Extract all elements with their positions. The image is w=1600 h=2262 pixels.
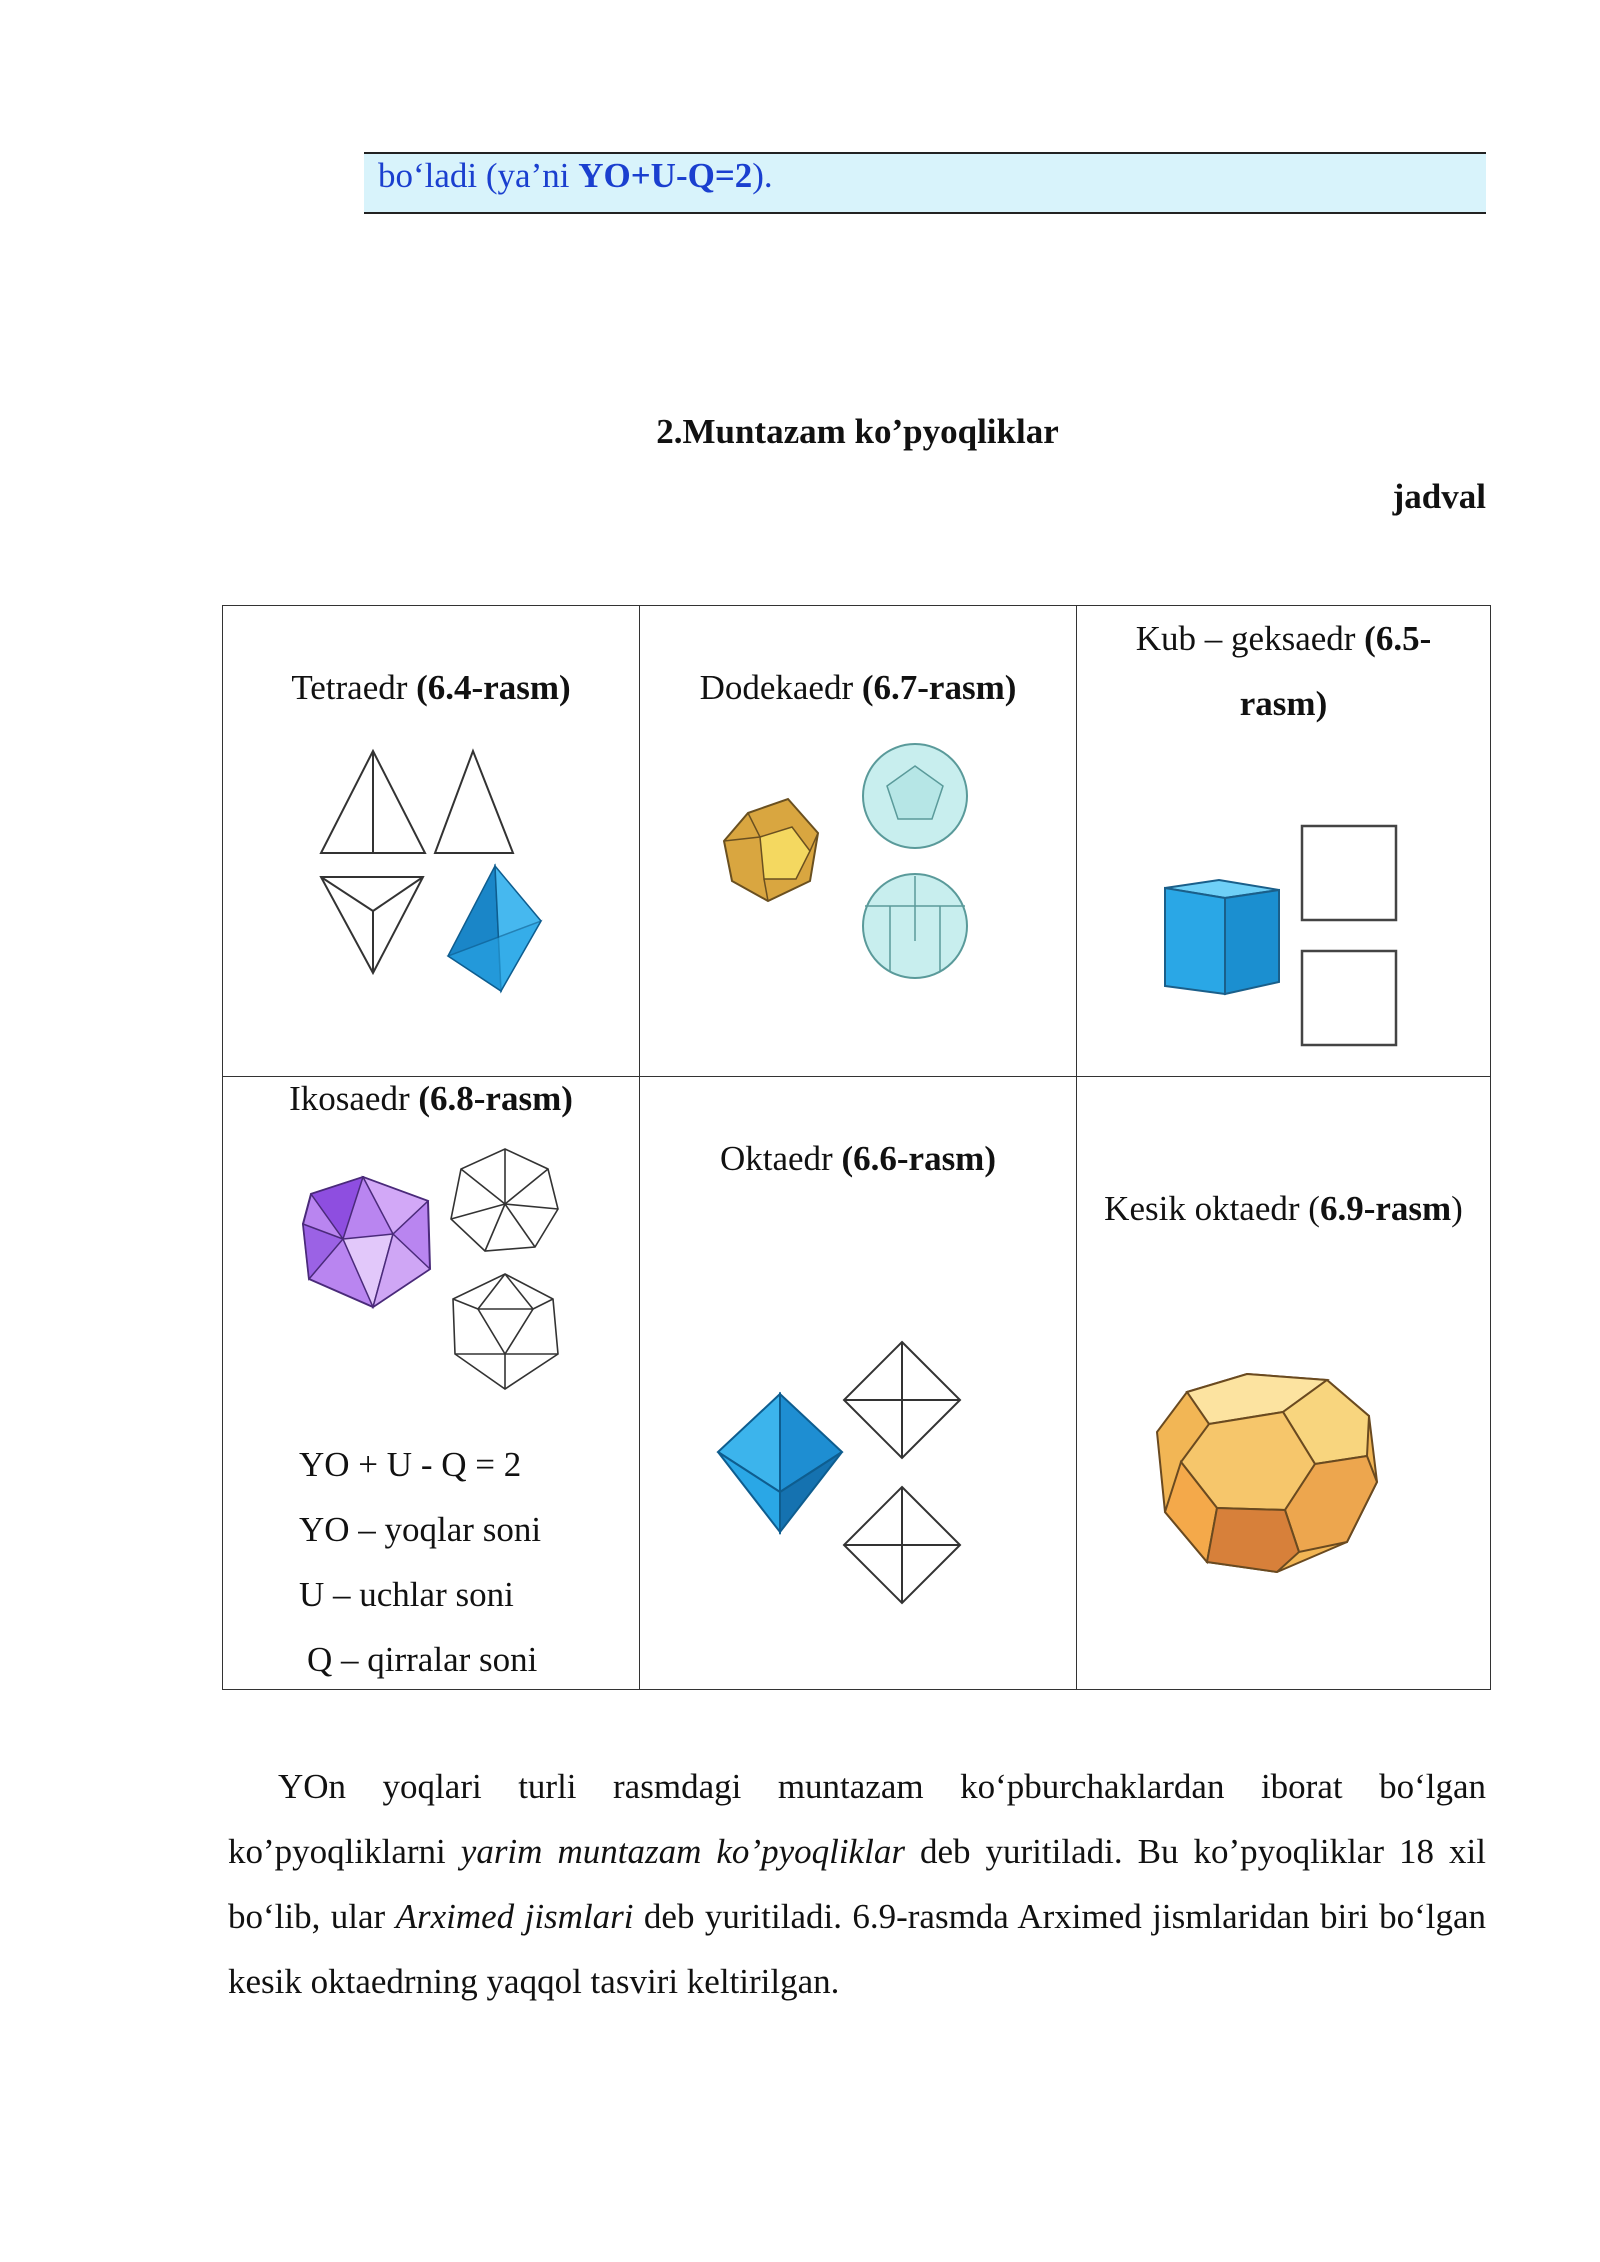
section-title: 2.Muntazam ko’pyoqliklar xyxy=(656,412,1059,451)
icosa-front-view xyxy=(453,1274,558,1389)
octa-solid xyxy=(718,1394,842,1532)
icosa-name: Ikosaedr xyxy=(289,1079,419,1118)
trunc-label xyxy=(1077,1189,1490,1229)
truncated-octahedron-figure xyxy=(1077,1352,1490,1612)
dodecahedron-figure xyxy=(640,741,1076,1001)
tetra-ref: (6.4-rasm) xyxy=(416,668,571,707)
cell-truncated-octahedron xyxy=(1077,1077,1491,1690)
para-part2: deb yuritiladi. Bu ko’pyoqliklar 18 xil bo‘lib, ular xyxy=(228,1832,1486,1936)
euler-edges: Q – qirralar soni xyxy=(307,1640,538,1679)
euler-faces: YO – yoqlar soni xyxy=(299,1510,542,1549)
para-italic2: Arximed jismlari xyxy=(395,1897,634,1936)
icosa-solid xyxy=(303,1177,430,1307)
highlight-box xyxy=(364,152,1486,214)
cell-dodecahedron xyxy=(640,606,1077,1077)
tetrahedron-figure xyxy=(223,741,639,1011)
cell-cube xyxy=(1077,606,1491,1077)
cell-icosahedron xyxy=(223,1077,640,1690)
box-prefix: bo‘ladi (ya’ni xyxy=(378,156,579,195)
euler-legend xyxy=(299,1432,541,1692)
cell-tetrahedron xyxy=(223,606,640,1077)
octa-label xyxy=(640,1139,1076,1179)
cube-solid xyxy=(1165,880,1279,994)
dodeca-top-view xyxy=(863,744,967,848)
cube-label xyxy=(1077,606,1490,736)
cube-front-view xyxy=(1302,951,1396,1045)
para-part1: YOn yoqlari turli rasmdagi muntazam ko‘pburchaklardan iborat bo‘lgan ko’pyoqliklarni xyxy=(228,1767,1486,1871)
trunc-name: Kesik oktaedr ( xyxy=(1104,1189,1320,1228)
para-italic1: yarim muntazam ko’pyoqliklar xyxy=(460,1832,905,1871)
dodeca-ref: (6.7-rasm) xyxy=(861,668,1017,707)
para-part3: deb yuritiladi. 6.9-rasmda Arximed jismlaridan biri bo‘lgan kesik oktaedrning yaqqol tasviri keltirilgan. xyxy=(228,1897,1486,2001)
octahedron-figure xyxy=(640,1332,1076,1622)
dodeca-solid xyxy=(724,799,818,901)
cube-ref-line1: (6.5- xyxy=(1364,619,1432,658)
box-suffix: ). xyxy=(752,156,773,195)
octa-top-view xyxy=(844,1342,960,1458)
euler-vertices: U – uchlar soni xyxy=(299,1575,514,1614)
octa-name: Oktaedr xyxy=(719,1139,842,1178)
box-text xyxy=(378,156,773,196)
cube-name: Kub – geksaedr xyxy=(1135,619,1365,658)
tetra-name: Tetraedr xyxy=(291,668,417,707)
octa-ref: (6.6-rasm) xyxy=(841,1139,996,1178)
trunc-solid xyxy=(1157,1374,1377,1572)
tetra-solid xyxy=(448,866,541,991)
box-formula: YO+U-Q=2 xyxy=(578,156,753,195)
dodeca-label xyxy=(640,668,1076,708)
body-paragraph xyxy=(228,1754,1486,2014)
dodeca-name: Dodekaedr xyxy=(699,668,862,707)
tetra-label xyxy=(223,668,639,708)
dodeca-front-view xyxy=(863,874,967,978)
trunc-ref: 6.9-rasm xyxy=(1319,1189,1452,1228)
cube-ref-line2: rasm) xyxy=(1239,684,1328,723)
euler-formula: YO + U - Q = 2 xyxy=(299,1445,522,1484)
icosa-ref: (6.8-rasm) xyxy=(418,1079,573,1118)
icosahedron-figure xyxy=(223,1139,639,1399)
tetra-side-view xyxy=(435,751,513,853)
table-label: jadval xyxy=(1392,477,1486,516)
cube-figure xyxy=(1077,816,1490,1076)
icosa-top-view xyxy=(451,1149,558,1251)
cell-octahedron xyxy=(640,1077,1077,1690)
icosa-label xyxy=(223,1079,639,1119)
trunc-close: ) xyxy=(1451,1189,1463,1228)
cube-top-view xyxy=(1302,826,1396,920)
polyhedra-table xyxy=(222,605,1491,1690)
octa-front-view xyxy=(844,1487,960,1603)
